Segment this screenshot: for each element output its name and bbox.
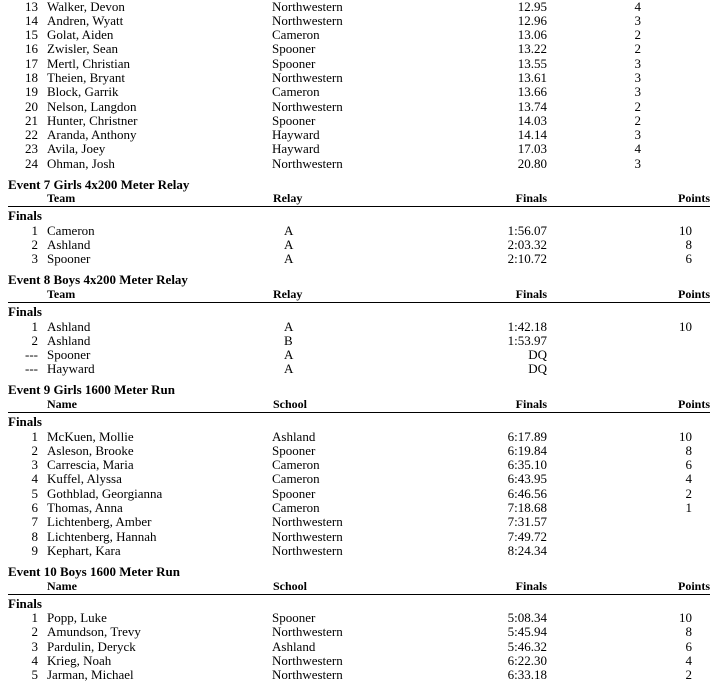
result-row: 9 Kephart, Kara Northwestern 8:24.34 <box>31 543 547 558</box>
column-headers <box>0 398 715 411</box>
header-rule <box>8 302 710 303</box>
result-row: 15 Golat, Aiden Cameron 13.06 2 <box>25 27 641 42</box>
result-row: 21 Hunter, Christner Spooner 14.03 2 <box>25 113 641 128</box>
header-points: Points <box>677 191 710 205</box>
result-row: 14 Andren, Wyatt Northwestern 12.96 3 <box>25 13 641 28</box>
result-row: 1 McKuen, Mollie Ashland 6:17.89 10 <box>31 429 692 444</box>
result-row: 2 Ashland A 2:03.32 8 <box>31 237 692 252</box>
header-points: Points <box>677 397 710 411</box>
result-row: 20 Nelson, Langdon Northwestern 13.74 2 <box>25 99 641 114</box>
result-row: --- Spooner A DQ <box>25 347 547 362</box>
section-label: Finals <box>8 304 42 319</box>
result-row: 6 Thomas, Anna Cameron 7:18.68 1 <box>31 500 692 515</box>
header-points: Points <box>677 579 710 593</box>
result-row: 8 Lichtenberg, Hannah Northwestern 7:49.72 <box>31 529 547 544</box>
column-headers <box>0 580 715 593</box>
result-row: 19 Block, Garrik Cameron 13.66 3 <box>25 84 641 99</box>
header-mid: School <box>273 579 308 593</box>
header-finals: Finals <box>515 191 547 205</box>
header-name: Team <box>47 287 76 301</box>
column-headers <box>0 288 715 301</box>
header-name: Name <box>47 579 77 593</box>
result-row: 1 Cameron A 1:56.07 10 <box>31 223 692 238</box>
result-row: 1 Popp, Luke Spooner 5:08.34 10 <box>31 610 692 625</box>
header-finals: Finals <box>515 287 547 301</box>
section-label: Finals <box>8 596 42 611</box>
event-title: Event 7 Girls 4x200 Meter Relay <box>8 177 190 192</box>
header-finals: Finals <box>515 579 547 593</box>
result-row: 1 Ashland A 1:42.18 10 <box>31 319 692 334</box>
header-name: Name <box>47 397 77 411</box>
result-row: 5 Jarman, Michael Northwestern 6:33.18 2 <box>31 667 692 682</box>
result-row: 23 Avila, Joey Hayward 17.03 4 <box>25 141 641 156</box>
result-row: 2 Amundson, Trevy Northwestern 5:45.94 8 <box>31 624 692 639</box>
result-row: 3 Carrescia, Maria Cameron 6:35.10 6 <box>31 457 692 472</box>
header-finals: Finals <box>515 397 547 411</box>
result-row: 17 Mertl, Christian Spooner 13.55 3 <box>25 56 641 71</box>
event-title: Event 9 Girls 1600 Meter Run <box>8 382 175 397</box>
result-row: 4 Krieg, Noah Northwestern 6:22.30 4 <box>31 653 692 668</box>
event-title: Event 10 Boys 1600 Meter Run <box>8 564 181 579</box>
result-row: 2 Asleson, Brooke Spooner 6:19.84 8 <box>31 443 692 458</box>
header-mid: Relay <box>273 287 303 301</box>
result-row: 5 Gothblad, Georgianna Spooner 6:46.56 2 <box>31 486 692 501</box>
header-mid: School <box>273 397 308 411</box>
section-label: Finals <box>8 208 42 223</box>
result-row: 3 Spooner A 2:10.72 6 <box>31 251 692 266</box>
result-row: --- Hayward A DQ <box>25 361 547 376</box>
header-rule <box>8 206 710 207</box>
column-headers <box>0 192 715 205</box>
result-row: 24 Ohman, Josh Northwestern 20.80 3 <box>25 156 641 171</box>
header-rule <box>8 594 710 595</box>
result-row: 18 Theien, Bryant Northwestern 13.61 3 <box>25 70 641 85</box>
result-row: 3 Pardulin, Deryck Ashland 5:46.32 6 <box>31 639 692 654</box>
header-points: Points <box>677 287 710 301</box>
result-row: 7 Lichtenberg, Amber Northwestern 7:31.57 <box>31 514 547 529</box>
result-row: 16 Zwisler, Sean Spooner 13.22 2 <box>25 41 641 56</box>
section-label: Finals <box>8 414 42 429</box>
result-row: 4 Kuffel, Alyssa Cameron 6:43.95 4 <box>31 471 692 486</box>
header-rule <box>8 412 710 413</box>
event-title: Event 8 Boys 4x200 Meter Relay <box>8 272 188 287</box>
result-row: 2 Ashland B 1:53.97 <box>31 333 547 348</box>
result-row: 13 Walker, Devon Northwestern 12.95 4 <box>25 0 641 14</box>
header-mid: Relay <box>273 191 303 205</box>
header-name: Team <box>47 191 76 205</box>
result-row: 22 Aranda, Anthony Hayward 14.14 3 <box>25 127 641 142</box>
